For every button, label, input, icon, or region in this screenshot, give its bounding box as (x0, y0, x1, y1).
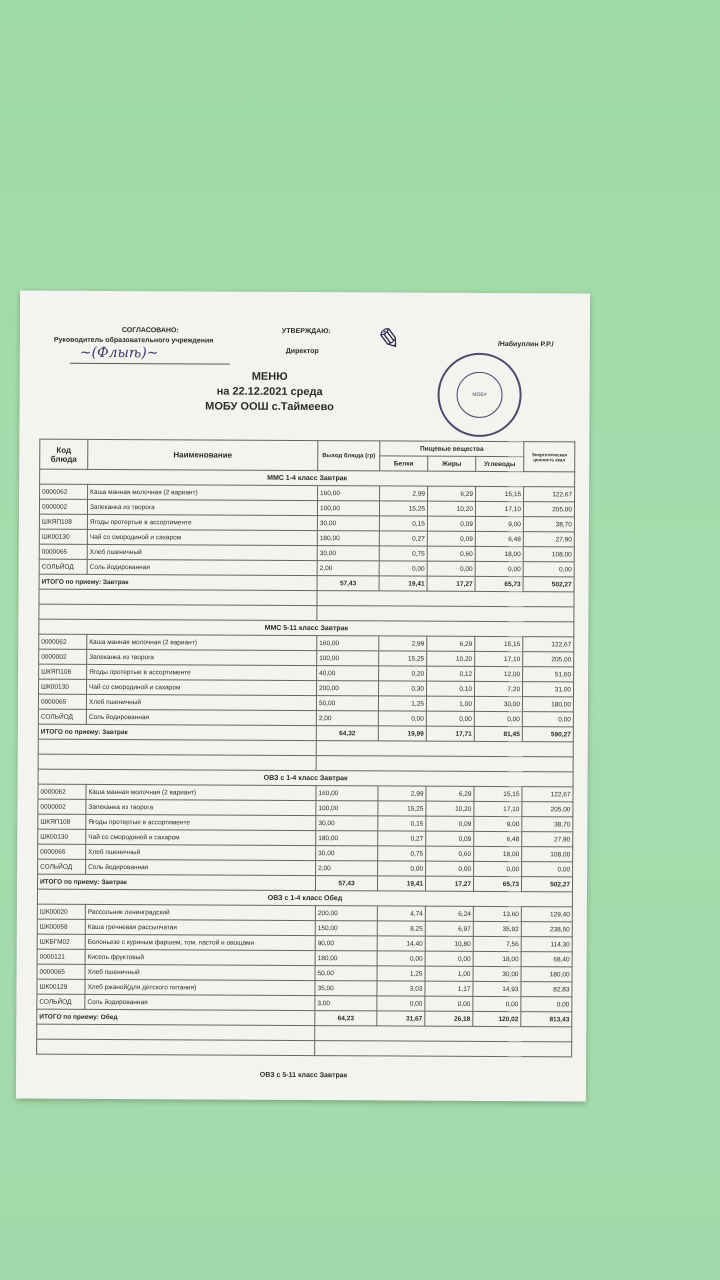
cell-weight: 160,00 (317, 636, 379, 651)
cell-code: 0000065 (39, 544, 87, 559)
cell-protein: 1,25 (377, 966, 425, 981)
approved-sub: Руководитель образовательного учреждения (53, 336, 214, 345)
cell-weight: 40,00 (317, 666, 379, 681)
total-value: 81,45 (474, 726, 522, 741)
approved-signature: ~(Флыѣ)~ (79, 344, 159, 362)
cell-weight: 30,00 (317, 516, 379, 531)
cell-carbs: 30,00 (473, 966, 521, 981)
cell-weight: 30,00 (316, 846, 378, 861)
cell-carbs: 15,15 (476, 486, 524, 501)
cell-name: Болоньезе с куриным фаршем, том. пастой и овощами (85, 934, 315, 950)
cell-protein: 15,25 (378, 801, 426, 816)
cell-energy: 0,00 (522, 712, 573, 727)
cell-carbs: 7,56 (473, 936, 521, 951)
total-label: ИТОГО по приему: Завтрак (38, 724, 316, 740)
cell-carbs: 18,00 (474, 846, 522, 861)
cell-fat: 10,20 (427, 651, 475, 666)
cell-fat: 0,09 (427, 516, 475, 531)
cell-energy: 122,67 (523, 637, 574, 652)
cell-energy: 205,00 (522, 802, 573, 817)
cell-energy: 82,83 (521, 982, 572, 997)
cell-energy: 0,00 (521, 997, 572, 1012)
cell-code: 0000002 (39, 499, 87, 514)
cell-protein: 2,99 (380, 486, 428, 501)
cell-protein: 0,00 (379, 561, 427, 576)
cell-carbs: 15,15 (475, 636, 523, 651)
cell-code: ШКЯП108 (38, 814, 86, 829)
cell-code: СОЛЬЙОД (38, 709, 86, 724)
cell-fat: 6,29 (428, 486, 476, 501)
cell-protein: 0,75 (379, 546, 427, 561)
cell-name: Хлеб ржаной(для детского питания) (85, 979, 315, 995)
cell-protein: 2,99 (379, 636, 427, 651)
cell-name: Запеканка из творога (86, 799, 316, 815)
cell-energy: 0,00 (523, 562, 574, 577)
cell-weight: 180,00 (317, 531, 379, 546)
cell-carbs: 6,48 (475, 531, 523, 546)
cell-name: Каша манная молочная (2 вариант) (87, 634, 317, 650)
cell-energy: 38,70 (522, 817, 573, 832)
cell-carbs: 13,60 (473, 906, 521, 921)
cell-energy: 27,90 (522, 832, 573, 847)
cell-code: ШК00020 (37, 904, 85, 919)
total-value: 26,18 (425, 1011, 473, 1026)
cell-carbs: 17,10 (475, 501, 523, 516)
col-name: Наименование (88, 439, 318, 470)
cell-fat: 0,00 (425, 996, 473, 1011)
cell-name: Чай со смородиной и сахаром (87, 679, 317, 695)
cell-code: ШКЯП108 (39, 664, 87, 679)
cell-code: ШКЯП108 (39, 514, 87, 529)
cell-fat: 10,20 (427, 501, 475, 516)
cell-name: Рассольник ленинградский (85, 904, 315, 920)
cell-name: Соль йодированная (86, 859, 316, 875)
menu-sheet (16, 291, 590, 1102)
cell-energy: 122,67 (522, 787, 573, 802)
sheet-header (19, 291, 590, 442)
cell-code: ШК00058 (37, 919, 85, 934)
cell-weight: 35,00 (315, 981, 377, 996)
cell-carbs: 35,92 (473, 921, 521, 936)
cell-carbs: 15,15 (474, 786, 522, 801)
cell-energy: 38,70 (523, 517, 574, 532)
cell-weight: 160,00 (316, 786, 378, 801)
cell-code: 0000062 (38, 784, 86, 799)
cell-code: 0000062 (40, 484, 88, 499)
cell-weight: 200,00 (317, 681, 379, 696)
cell-carbs: 9,00 (474, 816, 522, 831)
cell-code: 0000065 (38, 844, 86, 859)
total-value: 64,23 (315, 1011, 377, 1026)
cell-energy: 68,40 (521, 952, 572, 967)
col-nutrients: Пищевые вещества (380, 441, 524, 457)
official-stamp: МОБУ (437, 353, 521, 437)
cell-fat: 0,10 (427, 681, 475, 696)
total-value: 31,67 (377, 1011, 425, 1026)
section-title: ММС 5-11 класс Завтрак (39, 619, 574, 637)
cell-carbs: 9,00 (475, 516, 523, 531)
cell-carbs: 14,93 (473, 981, 521, 996)
cell-name: Каша гречневая рассыпчатая (85, 919, 315, 935)
cell-protein: 0,30 (379, 681, 427, 696)
cell-code: 0000065 (37, 964, 85, 979)
cell-fat: 1,17 (425, 981, 473, 996)
cell-fat: 6,24 (425, 906, 473, 921)
cell-name: Ягоды протертые в ассортименте (86, 814, 316, 830)
total-value: 57,43 (317, 576, 379, 591)
cell-weight: 150,00 (315, 921, 377, 936)
cell-weight: 180,00 (316, 831, 378, 846)
cell-carbs: 18,00 (473, 951, 521, 966)
cell-code: ШК00129 (37, 979, 85, 994)
cell-weight: 2,00 (316, 861, 378, 876)
cell-name: Чай со смородиной и сахаром (87, 529, 317, 545)
cell-carbs: 12,00 (475, 666, 523, 681)
cell-protein: 0,00 (378, 861, 426, 876)
cell-energy: 180,00 (521, 967, 572, 982)
cell-energy: 238,50 (521, 922, 572, 937)
cell-fat: 0,09 (426, 831, 474, 846)
cell-energy: 180,00 (522, 697, 573, 712)
section-title: ОВЗ с 1-4 класс Обед (37, 889, 572, 907)
cell-protein: 0,27 (379, 531, 427, 546)
cell-code: ШК00130 (39, 679, 87, 694)
cell-fat: 6,29 (426, 786, 474, 801)
director-signature: ✎ (373, 322, 400, 358)
cell-weight: 180,00 (315, 951, 377, 966)
director-name: /Набиуллин Р.Р./ (497, 341, 554, 349)
cell-fat: 0,60 (427, 546, 475, 561)
menu-table (36, 439, 575, 1058)
cell-carbs: 0,00 (473, 996, 521, 1011)
confirm-label: УТВЕРЖДАЮ: (281, 327, 331, 336)
cell-carbs: 0,00 (475, 561, 523, 576)
cell-code: СОЛЬЙОД (38, 859, 86, 874)
cell-name: Каша манная молочная (2 вариант) (86, 784, 316, 800)
cell-fat: 0,09 (427, 531, 475, 546)
total-value: 17,71 (426, 726, 474, 741)
total-value: 65,73 (473, 876, 521, 891)
cell-energy: 31,00 (523, 682, 574, 697)
cell-weight: 30,00 (317, 546, 379, 561)
total-value: 120,02 (473, 1011, 521, 1026)
cell-weight: 90,00 (315, 936, 377, 951)
cell-name: Хлеб пшеничный (86, 844, 316, 860)
approved-label: СОГЛАСОВАНО: (121, 327, 179, 335)
cell-protein: 3,03 (377, 981, 425, 996)
total-label: ИТОГО по приему: Завтрак (37, 874, 315, 890)
blank-row (37, 1039, 572, 1057)
cell-fat: 10,80 (425, 936, 473, 951)
cell-fat: 0,00 (427, 561, 475, 576)
cell-fat: 0,00 (426, 711, 474, 726)
cell-protein: 0,00 (378, 711, 426, 726)
cell-fat: 10,20 (426, 801, 474, 816)
cell-weight: 200,00 (315, 906, 377, 921)
cell-code: 0000002 (38, 799, 86, 814)
cell-name: Ягоды протертые в ассортименте (87, 664, 317, 680)
cell-name: Запеканка из творога (87, 649, 317, 665)
cell-weight: 3,00 (315, 996, 377, 1011)
cell-energy: 205,00 (523, 502, 574, 517)
cell-code: 0000002 (39, 649, 87, 664)
cell-carbs: 0,00 (474, 861, 522, 876)
cell-protein: 0,75 (378, 846, 426, 861)
total-value: 64,32 (316, 726, 378, 741)
cell-code: СОЛЬЙОД (39, 559, 87, 574)
col-carbs: Углеводы (476, 456, 524, 471)
cell-energy: 108,00 (522, 847, 573, 862)
cell-fat: 0,60 (426, 846, 474, 861)
cell-energy: 205,00 (523, 652, 574, 667)
cell-fat: 0,00 (426, 861, 474, 876)
cell-fat: 6,29 (427, 636, 475, 651)
section-title: ММС 1-4 класс Завтрак (40, 469, 575, 487)
total-value: 65,73 (475, 576, 523, 591)
cell-fat: 0,09 (426, 816, 474, 831)
document-title: МЕНЮ на 22.12.2021 среда МОБУ ООШ с.Таймеево (205, 370, 334, 414)
col-fat: Жиры (428, 456, 476, 471)
cell-weight: 100,00 (316, 801, 378, 816)
cell-protein: 0,00 (377, 951, 425, 966)
cell-name: Хлеб пшеничный (86, 694, 316, 710)
cell-name: Каша манная молочная (2 вариант) (88, 484, 318, 500)
next-section-title: ОВЗ с 5-11 класс Завтрак (259, 1071, 348, 1080)
cell-energy: 51,60 (523, 667, 574, 682)
total-label: ИТОГО по приему: Завтрак (39, 574, 317, 590)
cell-name: Ягоды протертые в ассортименте (87, 514, 317, 530)
total-value: 813,43 (521, 1012, 572, 1027)
cell-protein: 2,99 (378, 786, 426, 801)
cell-protein: 0,00 (377, 996, 425, 1011)
cell-code: ШКБГМ02 (37, 934, 85, 949)
col-protein: Белки (380, 456, 428, 471)
cell-protein: 8,25 (377, 921, 425, 936)
cell-protein: 0,20 (379, 666, 427, 681)
cell-protein: 0,15 (379, 516, 427, 531)
cell-code: ШК00130 (39, 529, 87, 544)
cell-energy: 114,30 (521, 937, 572, 952)
cell-weight: 50,00 (315, 966, 377, 981)
total-value: 590,27 (522, 727, 573, 742)
total-value: 17,27 (427, 576, 475, 591)
cell-carbs: 18,00 (475, 546, 523, 561)
cell-name: Чай со смородиной и сахаром (86, 829, 316, 845)
cell-energy: 129,40 (521, 907, 572, 922)
cell-energy: 122,67 (524, 487, 575, 502)
cell-name: Кисель фруктовый (85, 949, 315, 965)
section-title: ОВЗ с 1-4 класс Завтрак (38, 769, 573, 787)
cell-protein: 15,25 (379, 651, 427, 666)
cell-name: Запеканка из творога (87, 499, 317, 515)
cell-weight: 160,00 (318, 486, 380, 501)
cell-fat: 1,00 (426, 696, 474, 711)
total-value: 19,41 (379, 576, 427, 591)
cell-weight: 50,00 (316, 696, 378, 711)
cell-energy: 108,00 (523, 547, 574, 562)
cell-carbs: 6,48 (474, 831, 522, 846)
cell-weight: 100,00 (317, 501, 379, 516)
total-value: 502,27 (522, 877, 573, 892)
director-label: Директор (285, 347, 319, 356)
cell-code: СОЛЬЙОД (37, 994, 85, 1009)
total-value: 19,41 (377, 876, 425, 891)
cell-code: ШК00130 (38, 829, 86, 844)
cell-fat: 0,12 (427, 666, 475, 681)
cell-name: Соль йодированная (86, 709, 316, 725)
total-label: ИТОГО по приему: Обед (37, 1009, 315, 1025)
cell-name: Соль йодированная (87, 559, 317, 575)
cell-protein: 14,40 (377, 936, 425, 951)
cell-protein: 0,27 (378, 831, 426, 846)
cell-name: Хлеб пшеничный (87, 544, 317, 560)
col-code: Код блюда (40, 439, 88, 469)
cell-code: 0000062 (39, 634, 87, 649)
signature-line (70, 363, 230, 365)
col-energy: Энергетическая ценность ккал (524, 442, 575, 472)
cell-name: Хлеб пшеничный (85, 964, 315, 980)
cell-carbs: 17,10 (475, 651, 523, 666)
cell-weight: 2,00 (316, 711, 378, 726)
cell-carbs: 30,00 (474, 696, 522, 711)
cell-protein: 1,25 (378, 696, 426, 711)
cell-fat: 1,00 (425, 966, 473, 981)
cell-name: Соль йодированная (85, 994, 315, 1010)
cell-code: 0000121 (37, 949, 85, 964)
cell-protein: 0,15 (378, 816, 426, 831)
total-value: 57,43 (315, 876, 377, 891)
cell-carbs: 0,00 (474, 711, 522, 726)
cell-fat: 0,00 (425, 951, 473, 966)
total-value: 19,99 (378, 726, 426, 741)
cell-code: 0000065 (38, 694, 86, 709)
col-weight: Выход блюда (гр) (318, 441, 380, 471)
cell-weight: 30,00 (316, 816, 378, 831)
total-value: 17,27 (425, 876, 473, 891)
cell-weight: 100,00 (317, 651, 379, 666)
cell-weight: 2,00 (317, 561, 379, 576)
cell-protein: 4,74 (377, 906, 425, 921)
cell-fat: 6,97 (425, 921, 473, 936)
cell-carbs: 17,10 (474, 801, 522, 816)
cell-energy: 0,00 (522, 862, 573, 877)
total-value: 502,27 (523, 577, 574, 592)
cell-protein: 15,25 (379, 501, 427, 516)
cell-carbs: 7,20 (475, 681, 523, 696)
cell-energy: 27,90 (523, 532, 574, 547)
